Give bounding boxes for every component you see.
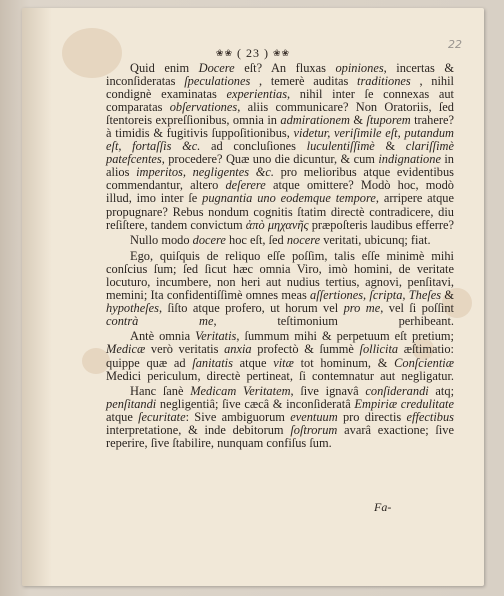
text-run: & [374,139,406,154]
page-header [22,46,484,61]
italic-run: Veritatis [195,329,237,344]
text-run: præpoſteris laudibus efferre? [308,217,454,232]
text-run: , nihil condignè examinatas [106,74,454,102]
text-run: Medici periculum, directè pertineat, ſi contemnatur aut negligatur. [106,368,454,383]
text-run: , incertas & inconſideratas [106,61,454,89]
italic-run: ſanitatis [192,355,233,370]
italic-run: ſtuporem [366,113,411,128]
italic-run: traditiones [357,74,411,89]
italic-run: videtur, veriſimile eſt, putandum eſt, fortaſſis &c. [106,126,454,154]
text-run: , aliis communicare? Non Oratoriis, ſed ſtentoreis expreſſionibus, omnia in [106,100,454,128]
text-run: æſtimatio: quippe quæ ad [106,342,454,370]
italic-run: opiniones [335,61,384,75]
text-run: Quid enim [130,61,199,75]
text-run: profectò & ſummè [251,342,360,357]
italic-run: aſſertiones, ſcripta, Theſes [310,287,442,302]
text-run: atque [106,410,139,425]
text-run: verò veritatis [145,342,225,357]
paragraph [106,234,454,247]
text-run: tot hominum, & [293,355,395,370]
italic-run: contrà me [106,313,214,328]
pencil-folio-mark: 22 [448,38,462,51]
text-run: eſt? An fluxas [234,61,336,75]
italic-run: nocere [286,233,321,248]
italic-run: obſervationes [169,100,238,115]
text-run: pro directis [337,410,407,425]
catchword: Fa- [374,500,392,514]
text-run: Nullo modo [130,233,193,248]
text-run: , procedere? Quæ uno die dicuntur, & cum [161,152,379,167]
italic-run: deſerere [225,178,266,193]
text-run: Hanc ſanè [130,384,191,399]
italic-run: indignatione [378,152,441,167]
italic-run: penſitandi [106,397,157,412]
italic-run: effectibus [406,410,454,425]
text-run: in alios [106,152,454,180]
italic-run: ſoſtrorum [290,423,338,438]
text-run: , arripere atque propugnare? Rebus nondum cognitis ſtatim directè contradicere, diu reſiſtere, tandem convictum [106,191,455,232]
text-run: trahere? à timidis & fugitivis ſuppoſitionibus, [106,113,454,141]
text-run: interpretatione, & inde debitorum [106,423,291,438]
italic-run: Empiriæ credulitate [354,397,454,412]
text-run: negligentiâ; ſive cæcâ & inconſideratâ [156,397,355,412]
italic-run: pro me [343,300,381,315]
italic-run: anxia [224,342,252,357]
italic-run: Medicæ [106,342,146,357]
italic-run: docere [192,233,226,248]
header-ornament-icon: ❀❀ [215,49,233,59]
italic-run: admirationem [280,113,350,128]
body-text [106,62,454,453]
italic-run: clariſſimè patefcentes [106,139,454,167]
text-run: , ſive ignavâ [290,384,366,399]
italic-run: imperitos, negligentes &c. [136,165,274,180]
italic-run: luculentiſſimè [306,139,375,154]
book-page [22,8,484,586]
text-run: , nihil inter ſe connexas aut comparatas [106,87,454,115]
italic-run: vitæ [273,355,294,370]
text-run: veritati, ubicunq; fiat. [320,233,431,248]
text-run: & [349,113,367,128]
page-number: ( 23 ) [237,46,269,60]
text-run: & [441,287,454,302]
italic-run: ſollicita [359,342,399,357]
text-run: , teſtimonium perhibeant. [213,313,454,328]
italic-run: Medicam Veritatem [190,384,291,399]
italic-run: Conſcientiæ [394,355,454,370]
header-ornament-icon: ❀❀ [273,49,291,59]
text-run: , ſiſto atque profero, ut horum vel [159,300,344,315]
paragraph [106,250,454,328]
italic-run: pugnantia uno eodemque tempore [202,191,376,206]
italic-run: eventuum [290,410,338,425]
italic-run: hypotheſes [106,300,159,315]
text-run: ad concluſiones [200,139,307,154]
italic-run: experientias [226,87,288,102]
text-run: , temerè auditas [250,74,358,89]
text-run: Antè omnia [130,329,196,344]
text-run: Ego, quiſquis de reliquo eſſe poſſim, talis eſſe minimè mihi conſcius ſum; ſed ſicut hæc omnia Viro, imò homini, de veritate locuturo, incumbere, non heri aut nudius tertius, agnovi, penſitavi, memini; Ita confidentiſſimè omnes meas [106,248,454,302]
paragraph [106,385,454,450]
paragraph [106,330,454,382]
text-run: , ſummum mihi & perpetuum eſt pretium; [236,329,454,344]
text-run: , vel ſi poſſint [380,300,454,315]
text-run: atque [232,355,274,370]
italic-run: ſpeculationes [184,74,251,89]
text-run: atq; [428,384,455,399]
italic-run: conſiderandi [365,384,429,399]
text-run: atque omittere? Modò hoc, modò illud, imo inter ſe [106,178,455,206]
text-run: hoc eſt, ſed [225,233,287,248]
italic-run: Docere [198,61,235,75]
text-run: : Sive ambiguorum [185,410,291,425]
paragraph [106,62,454,232]
text-run: avarâ exactione; ſive reperire, ſive ſtabilire, nunquam confiſus ſum. [106,423,454,451]
text-run: pro melioribus atque evidentibus commendantur, altero [106,165,454,193]
italic-run: ſecuritate [138,410,186,425]
italic-run: ἀπὸ μηχανῆς [245,217,309,232]
